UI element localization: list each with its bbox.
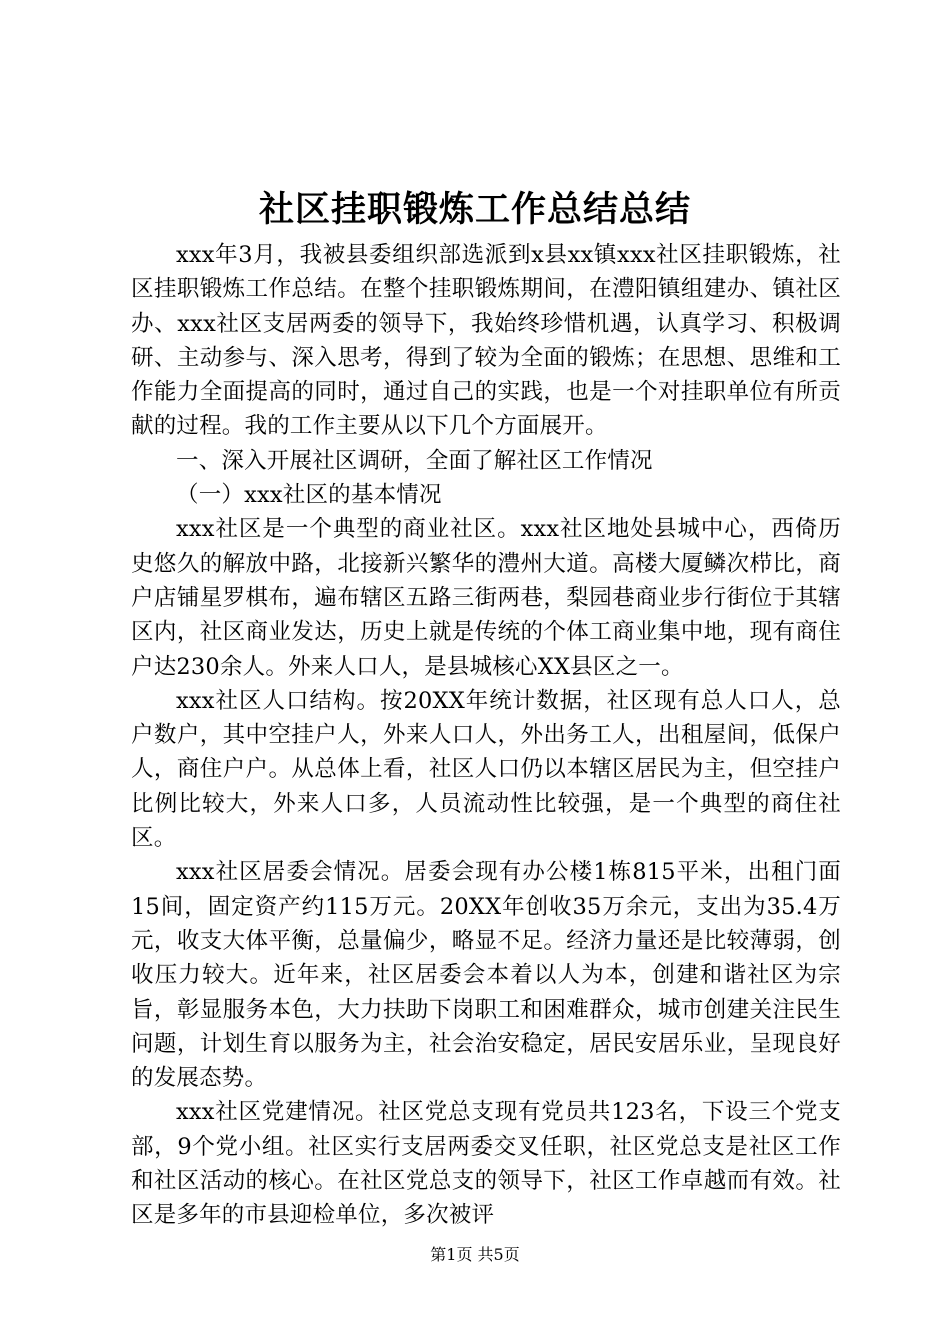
page-footer: 第1页 共5页 xyxy=(430,1245,520,1264)
community-overview-paragraph: xxx社区是一个典型的商业社区。xxx社区地处县城中心，西倚历史悠久的解放中路，北接新兴繁华的澧州大道。高楼大厦鳞次栉比，商户店铺星罗棋布，遍布辖区五路三街两巷，梨园巷商业步行街位于其辖区内，社区商业发达，历史上就是传统的个体工商业集中地，现有商住户达230余人。外来人口人，是县城核心XX县区之一。 xyxy=(131,516,841,680)
subsection-heading: （一）xxx社区的基本情况 xyxy=(176,482,442,509)
document-body xyxy=(131,238,841,1233)
document-title: 社区挂职锻炼工作总结总结 xyxy=(258,189,691,230)
population-paragraph: xxx社区人口结构。按20XX年统计数据，社区现有总人口人，总户数户，其中空挂户人，外来人口人，外出务工人，出租屋间，低保户人，商住户户。从总体上看，社区人口仍以本辖区居民为主，但空挂户比例比较大，外来人口多，人员流动性比较强，是一个典型的商住社区。 xyxy=(131,687,841,852)
party-building-paragraph: xxx社区党建情况。社区党总支现有党员共123名，下设三个党支部，9个党小组。社区实行支居两委交叉任职，社区党总支是社区工作和社区活动的核心。在社区党总支的领导下，社区工作卓越而有效。社区是多年的市县迎检单位，多次被评 xyxy=(131,1099,841,1229)
intro-paragraph: xxx年3月，我被县委组织部选派到x县xx镇xxx社区挂职锻炼，社区挂职锻炼工作总结。在整个挂职锻炼期间，在澧阳镇组建办、镇社区办、xxx社区支居两委的领导下，我始终珍惜机遇，认真学习、积极调研、主动参与、深入思考，得到了较为全面的锻炼；在思想、思维和工作能力全面提高的同时，通过自己的实践，也是一个对挂职单位有所贡献的过程。我的工作主要从以下几个方面展开。 xyxy=(131,242,841,440)
section-heading: 一、深入开展社区调研，全面了解社区工作情况 xyxy=(176,447,653,474)
committee-paragraph: xxx社区居委会情况。居委会现有办公楼1栋815平米，出租门面15间，固定资产约115万元。20XX年创收35万余元，支出为35.4万元，收支大体平衡，总量偏少，略显不足。经济力量还是比较薄弱，创收压力较大。近年来，社区居委会本着以人为本，创建和谐社区为宗旨，彰显服务本色，大力扶助下岗职工和困难群众，城市创建关注民生问题，计划生育以服务为主，社会治安稳定，居民安居乐业，呈现良好的发展态势。 xyxy=(131,859,841,1092)
